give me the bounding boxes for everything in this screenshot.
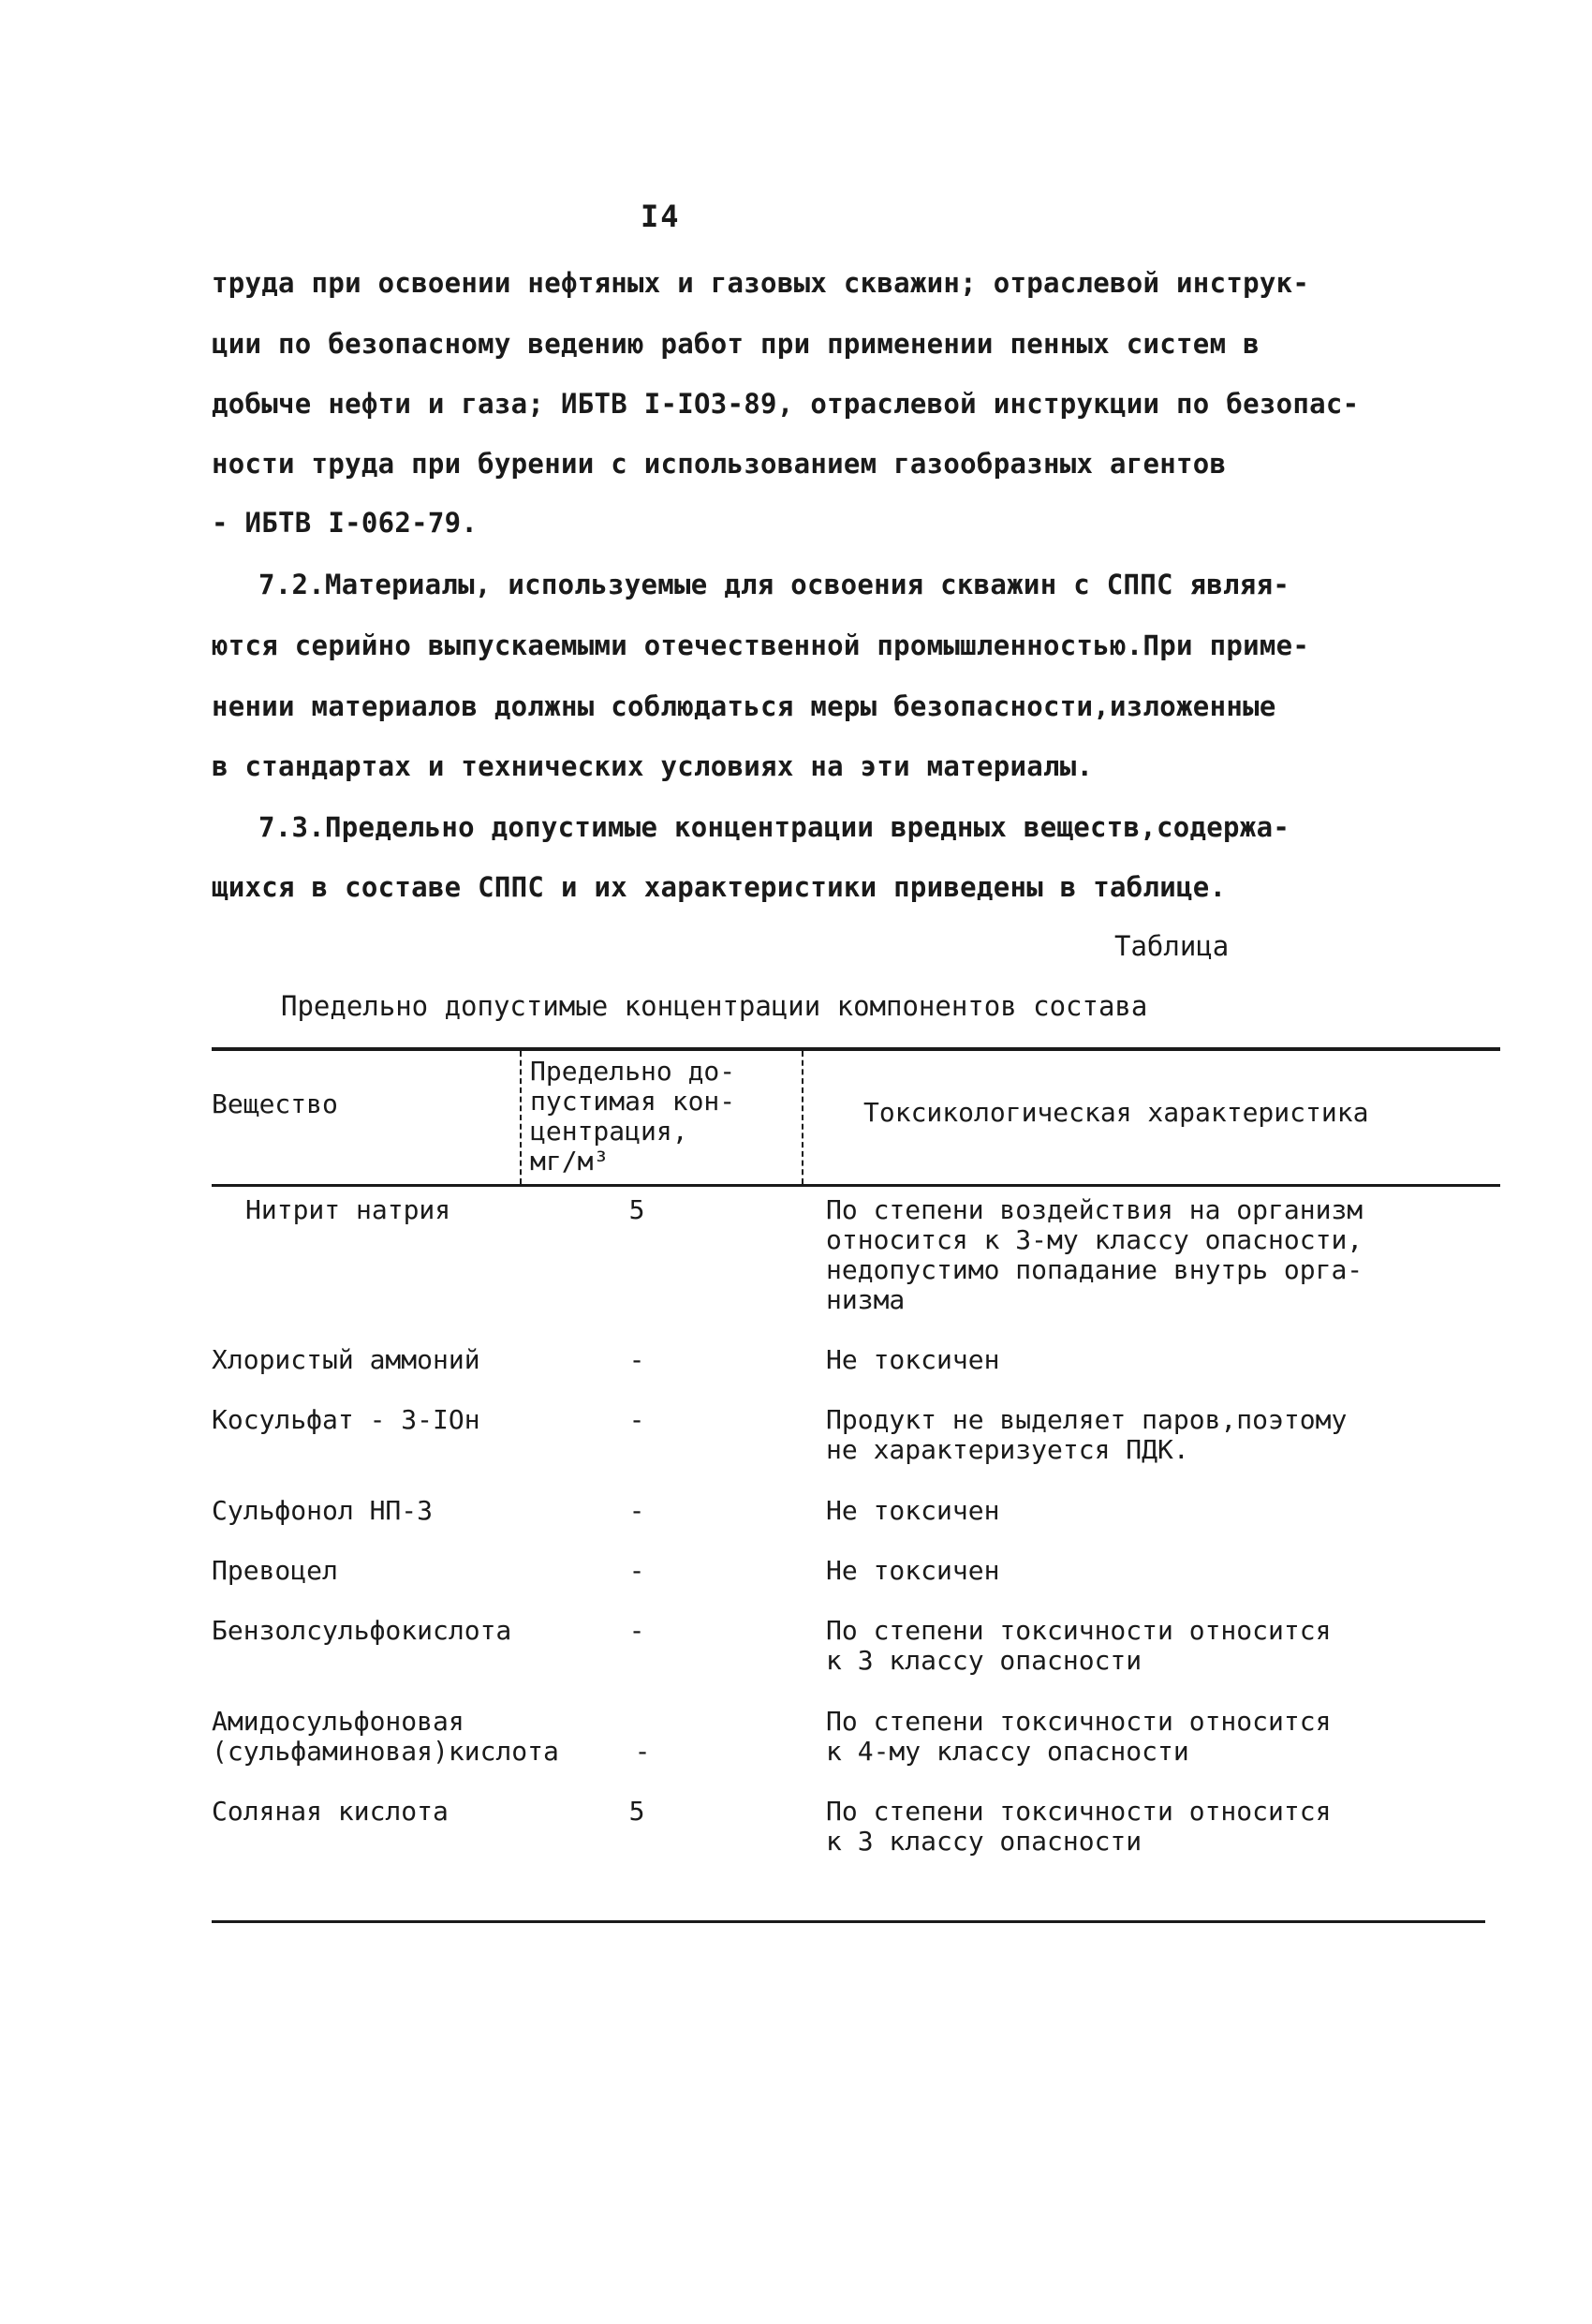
- text-line: 7.2.Материалы, используемые для освоения скважин с СППС являя-: [258, 569, 1290, 600]
- cell-substance: Амидосульфоновая (сульфаминовая)кислота: [212, 1706, 559, 1767]
- cell-substance: Сульфонол НП-3: [212, 1495, 434, 1526]
- cell-pdk: 5: [628, 1796, 645, 1827]
- cell-pdk: -: [628, 1495, 645, 1526]
- header-substance: Вещество: [212, 1088, 338, 1119]
- cell-pdk: -: [628, 1555, 645, 1586]
- table-bottom-rule: [212, 1920, 1485, 1923]
- cell-pdk: -: [628, 1615, 645, 1646]
- cell-toxicology: Не токсичен: [826, 1555, 1000, 1586]
- table-label: Таблица: [1114, 930, 1230, 962]
- cell-pdk: -: [628, 1404, 645, 1435]
- text-line: ются серийно выпускаемыми отечественной промышленностью.При приме-: [212, 629, 1310, 661]
- cell-toxicology: Не токсичен: [826, 1495, 1000, 1526]
- cell-toxicology: Не токсичен: [826, 1344, 1000, 1375]
- cell-substance: Превоцел: [212, 1555, 338, 1586]
- header-toxicology: Токсикологическая характеристика: [863, 1097, 1369, 1128]
- cell-substance: Хлористый аммоний: [212, 1344, 480, 1375]
- text-line: в стандартах и технических условиях на эти материалы.: [212, 750, 1094, 782]
- cell-toxicology: По степени воздействия на организм относится к 3-му классу опасности, недопустимо попадание внутрь орга- низма: [826, 1194, 1364, 1315]
- cell-toxicology: Продукт не выделяет паров,поэтому не характеризуется ПДК.: [826, 1404, 1348, 1465]
- column-separator: [802, 1051, 803, 1184]
- table-title: Предельно допустимые концентрации компонентов состава: [281, 990, 1148, 1022]
- text-line: 7.3.Предельно допустимые концентрации вредных веществ,содержа-: [258, 811, 1290, 843]
- text-line: щихся в составе СППС и их характеристики приведены в таблице.: [212, 871, 1227, 903]
- table-top-rule: [212, 1047, 1500, 1051]
- text-line: нении материалов должны соблюдаться меры безопасности,изложенные: [212, 690, 1276, 722]
- text-line: ции по безопасному ведению работ при применении пенных систем в: [212, 328, 1260, 360]
- table-header-rule: [212, 1184, 1500, 1187]
- cell-toxicology: По степени токсичности относится к 3 классу опасности: [826, 1796, 1332, 1857]
- cell-substance: Косульфат - 3-IОн: [212, 1404, 480, 1435]
- cell-pdk: -: [628, 1344, 645, 1375]
- cell-substance: Бензолсульфокислота: [212, 1615, 512, 1646]
- column-separator: [520, 1051, 522, 1184]
- header-pdk: Предельно до- пустимая кон- центрация, мг/м³: [530, 1056, 736, 1177]
- cell-toxicology: По степени токсичности относится к 4-му классу опасности: [826, 1706, 1332, 1767]
- cell-substance: Соляная кислота: [212, 1796, 449, 1827]
- text-line: ности труда при бурении с использованием газообразных агентов: [212, 448, 1227, 480]
- cell-toxicology: По степени токсичности относится к 3 классу опасности: [826, 1615, 1332, 1676]
- page-number: I4: [641, 199, 681, 234]
- text-line: труда при освоении нефтяных и газовых скважин; отраслевой инструк-: [212, 267, 1310, 299]
- text-line: добыче нефти и газа; ИБТВ I-IO3-89, отраслевой инструкции по безопас-: [212, 388, 1360, 420]
- cell-pdk: -: [634, 1736, 651, 1767]
- text-line: - ИБТВ I-062-79.: [212, 507, 479, 539]
- cell-pdk: 5: [628, 1194, 645, 1225]
- cell-substance: Нитрит натрия: [245, 1194, 451, 1225]
